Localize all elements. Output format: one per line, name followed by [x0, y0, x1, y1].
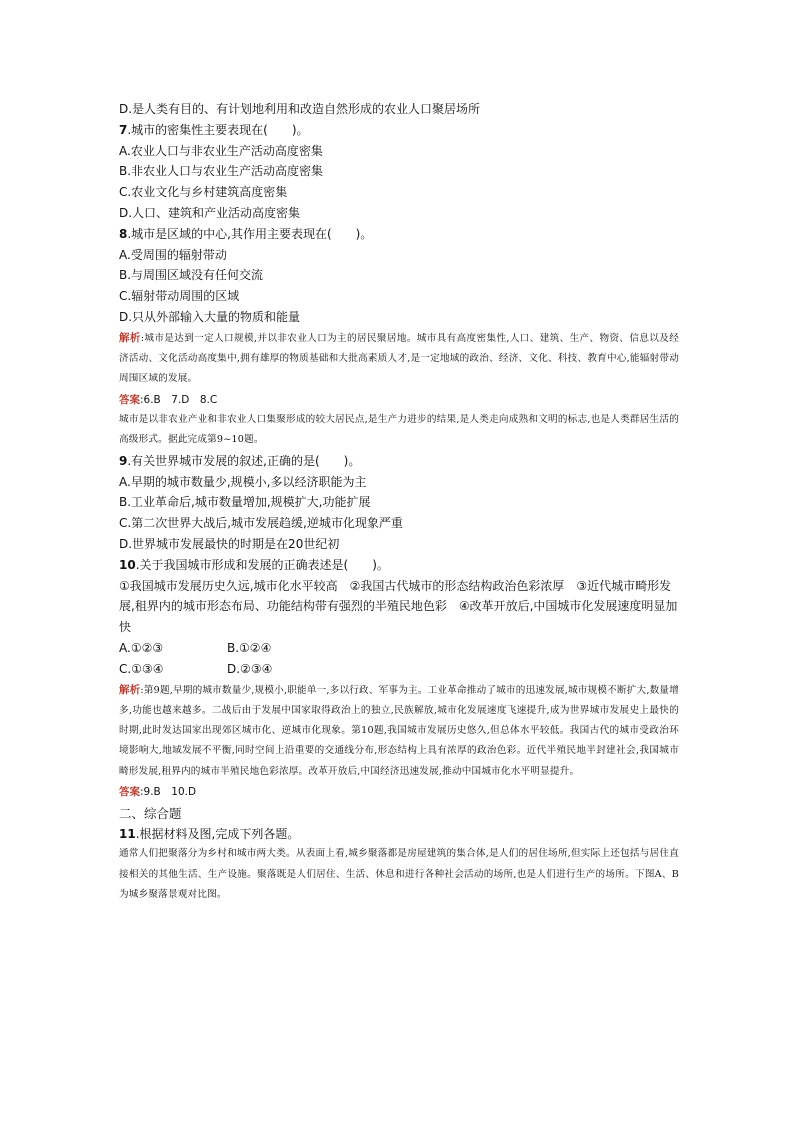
question-number: 8	[119, 226, 128, 241]
q11-material: 通常人们把聚落分为乡村和城市两大类。从表面上看,城乡聚落都是房屋建筑的集合体,是人们的居住场所,但实际上还包括与居住直接相关的其他生活、生产设施。聚落既是人们居住、生活、休息和进行各种社会活动的场所,也是人们进行生产的场所。下图A、B为城乡聚落景观对比图。	[119, 848, 679, 900]
q8-option-c: C.辐射带动周围的区域	[119, 289, 240, 304]
explanation-tag: 解析	[119, 331, 141, 344]
answer-text: :6.B 7.D 8.C	[140, 393, 218, 406]
question-stem: .关于我国城市形成和发展的正确表述是( )。	[135, 557, 389, 572]
question-9	[119, 451, 679, 472]
q7-option-a: A.农业人口与非农业生产活动高度密集	[119, 143, 323, 158]
q10-choice-d: D.②③④	[227, 661, 273, 676]
answer-tag: 答案	[119, 393, 140, 406]
q10-choices-row-1	[119, 638, 679, 659]
explanation-text: :第9题,早期的城市数量少,规模小,职能单一,多以行政、军事为主。工业革命推动了城市的迅速发展,城市规模不断扩大,数量增多,功能也越来越多。二战后由于发展中国家取得政治上的独立,民族解放,城市化发展速度飞速提升,成为世界城市发展史上最快的时期,此时发达国家出现郊区城市化、逆城市化现象。第10题,我国城市发展历史悠久,但总体水平较低。我国古代的城市受政治环境影响大,地域发展不平衡,同时空间上沿重要的交通线分布,形态结构上具有浓厚的政治色彩。近代半殖民地半封建社会,我国城市畸形发展,租界内的城市半殖民地色彩浓厚。改革开放后,中国经济迅速发展,推动中国城市化水平明显提升。	[119, 684, 679, 777]
explanation-tag: 解析	[119, 683, 141, 696]
q9-option-d: D.世界城市发展最快的时期是在20世纪初	[119, 536, 340, 551]
q7-option-d: D.人口、建筑和产业活动高度密集	[119, 205, 301, 220]
question-stem: .城市的密集性主要表现在( )。	[127, 122, 309, 137]
answer-tag: 答案	[119, 786, 140, 798]
answer-text: :9.B 10.D	[140, 786, 197, 798]
question-8	[119, 224, 679, 245]
question-stem: .根据材料及图,完成下列各题。	[135, 826, 300, 841]
q7-option-c: C.农业文化与乡村建筑高度密集	[119, 185, 288, 200]
q7-option-b: B.非农业人口与农业生产活动高度密集	[119, 164, 324, 179]
question-7	[119, 120, 679, 141]
q10-statements: ①我国城市发展历史久远,城市化水平较高 ②我国古代城市的形态结构政治色彩浓厚 ③近代城市畸形发展,租界内的城市形态布局、功能结构带有强烈的半殖民地色彩 ④改革开放后,中国城市化发展速度明显加快	[119, 578, 678, 635]
question-stem: .城市是区域的中心,其作用主要表现在( )。	[127, 226, 373, 241]
question-number: 7	[119, 122, 128, 137]
question-10	[119, 555, 679, 576]
q8-option-a: A.受周围的辐射带动	[119, 247, 227, 262]
q8-option-d: D.只从外部输入大量的物质和能量	[119, 309, 301, 324]
q10-choice-b: B.①②④	[227, 640, 272, 655]
question-number: 9	[119, 453, 128, 468]
explanation-9-10	[119, 680, 679, 782]
question-stem: .有关世界城市发展的叙述,正确的是( )。	[127, 453, 361, 468]
document-content	[119, 99, 679, 905]
section-heading: 二、综合题	[119, 805, 182, 821]
q10-choice-c: C.①③④	[119, 661, 164, 676]
answer-6-8	[119, 390, 679, 411]
question-11	[119, 824, 679, 845]
q10-choices-row-2	[119, 659, 679, 680]
q9-option-a: A.早期的城市数量少,规模小,多以经济职能为主	[119, 474, 367, 489]
material-intro-9-10: 城市是以非农业产业和非农业人口集聚形成的较大居民点,是生产力进步的结果,是人类走向成熟和文明的标志,也是人类群居生活的高级形式。据此完成第9~10题。	[119, 414, 679, 446]
q8-option-b: B.与周围区域没有任何交流	[119, 268, 264, 283]
question-number: 10	[119, 557, 136, 572]
q10-choice-a: A.①②③	[119, 640, 164, 655]
q6-option-d: D.是人类有目的、有计划地利用和改造自然形成的农业人口聚居场所	[119, 102, 481, 116]
explanation-6-8	[119, 328, 679, 390]
explanation-text: :城市是达到一定人口规模,并以非农业人口为主的居民聚居地。城市具有高度密集性,人口、建筑、生产、物资、信息以及经济活动、文化活动高度集中,拥有雄厚的物质基础和大批高素质人才,是一定地域的政治、经济、文化、科技、教育中心,能辐射带动周围区域的发展。	[119, 332, 680, 385]
q9-option-c: C.第二次世界大战后,城市发展趋缓,逆城市化现象严重	[119, 516, 403, 531]
question-number: 11	[119, 826, 136, 841]
q9-option-b: B.工业革命后,城市数量增加,规模扩大,功能扩展	[119, 495, 371, 510]
answer-9-10	[119, 782, 679, 803]
